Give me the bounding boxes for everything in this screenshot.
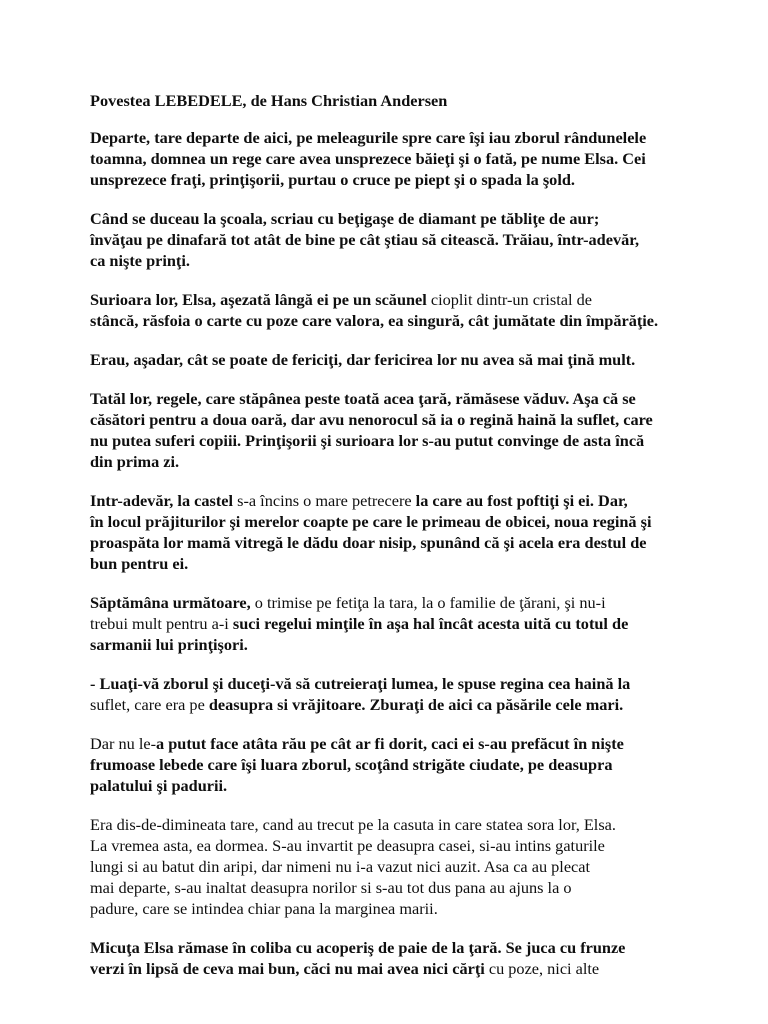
- bold-text-run: nu putea suferi copiii. Prinţişorii şi surioara lor s-au putut convinge de asta încă: [90, 431, 645, 450]
- regular-text-run: cioplit dintr-un cristal de: [430, 290, 592, 309]
- regular-text-run: padure, care se intindea chiar pana la marginea marii.: [90, 899, 438, 918]
- text-line: [90, 877, 690, 898]
- bold-text-run: palatului şi padurii.: [90, 776, 228, 795]
- bold-text-run: Intr-adevăr, la castel: [90, 491, 238, 510]
- text-line: [90, 229, 690, 250]
- regular-text-run: Era dis-de-dimineata tare, cand au trecut pe la casuta in care statea sora lor, Elsa.: [90, 815, 616, 834]
- bold-text-run: Surioara lor, Elsa, aşezată lângă ei pe un scăunel: [90, 290, 431, 309]
- regular-text-run: o trimise pe fetiţa la tara, la o familie de ţărani, şi nu-i: [254, 593, 606, 612]
- bold-text-run: unsprezece fraţi, prinţişorii, purtau o cruce pe piept şi o spada la şold.: [90, 170, 575, 189]
- text-line: [90, 694, 690, 715]
- text-line: [90, 733, 690, 754]
- bold-text-run: Tatăl lor, regele, care stăpânea peste toată acea ţară, rămăsese văduv. Aşa că se: [90, 389, 636, 408]
- bold-text-run: Departe, tare departe de aici, pe meleagurile spre care îşi iau zborul rândunelele: [90, 128, 647, 147]
- bold-text-run: Când se duceau la şcoala, scriau cu beţigaşe de diamant pe tăbliţe de aur;: [90, 209, 600, 228]
- text-line: [90, 856, 690, 877]
- text-line: [90, 310, 690, 331]
- bold-text-run: ca nişte prinţi.: [90, 251, 190, 270]
- bold-text-run: stâncă, răsfoia o carte cu poze care valora, ea singură, cât jumătate din împărăţie.: [90, 311, 659, 330]
- story-paragraph: [90, 814, 690, 919]
- regular-text-run: trebui mult pentru a-i: [90, 614, 233, 633]
- text-line: [90, 592, 690, 613]
- text-line: [90, 553, 690, 574]
- text-line: [90, 490, 690, 511]
- regular-text-run: La vremea asta, ea dormea. S-au invartit pe deasupra casei, si-au intins gaturile: [90, 836, 605, 855]
- text-line: [90, 451, 690, 472]
- text-line: [90, 409, 690, 430]
- bold-text-run: verzi în lipsă de ceva mai bun, căci nu mai avea nici cărţi: [90, 959, 489, 978]
- story-paragraph: [90, 349, 690, 370]
- text-line: [90, 127, 690, 148]
- story-paragraph: [90, 127, 690, 190]
- bold-text-run: proaspăta lor mamă vitregă le dădu doar nisip, spunând că şi acela era destul de: [90, 533, 647, 552]
- bold-text-run: Săptămâna următoare,: [90, 593, 255, 612]
- text-line: [90, 673, 690, 694]
- text-line: [90, 349, 690, 370]
- text-line: [90, 430, 690, 451]
- story-paragraph: [90, 388, 690, 472]
- text-line: [90, 958, 690, 979]
- text-line: [90, 250, 690, 271]
- story-paragraph: [90, 592, 690, 655]
- story-text: [90, 90, 690, 997]
- story-paragraph: [90, 208, 690, 271]
- bold-text-run: Erau, aşadar, cât se poate de fericiţi, dar fericirea lor nu avea să mai ţină mult.: [90, 350, 636, 369]
- bold-text-run: sarmanii lui prinţişori.: [90, 635, 248, 654]
- text-line: [90, 532, 690, 553]
- text-line: [90, 835, 690, 856]
- text-line: [90, 898, 690, 919]
- regular-text-run: suflet, care era pe: [90, 695, 209, 714]
- bold-text-run: frumoase lebede care îşi luara zborul, scoţând strigăte ciudate, pe deasupra: [90, 755, 613, 774]
- text-line: [90, 289, 690, 310]
- document-title: Povestea LEBEDELE, de Hans Christian Andersen: [90, 91, 448, 110]
- bold-text-run: suci regelui minţile în aşa hal încât acesta uită cu totul de: [232, 614, 629, 633]
- text-line: [90, 814, 690, 835]
- regular-text-run: lungi si au batut din aripi, dar nimeni nu i-a vazut nici auzit. Asa ca au plecat: [90, 857, 591, 876]
- bold-text-run: a putut face atâta rău pe cât ar fi dorit, caci ei s-au prefăcut în nişte: [156, 734, 624, 753]
- bold-text-run: deasupra si vrăjitoare. Zburaţi de aici ca păsările cele mari.: [208, 695, 624, 714]
- regular-text-run: Dar nu le-: [90, 734, 156, 753]
- regular-text-run: s-a încins o mare petrecere: [237, 491, 416, 510]
- story-body: [90, 127, 690, 979]
- text-line: [90, 754, 690, 775]
- regular-text-run: cu poze, nici alte: [488, 959, 600, 978]
- story-paragraph: [90, 673, 690, 715]
- bold-text-run: din prima zi.: [90, 452, 180, 471]
- story-paragraph: [90, 490, 690, 574]
- text-line: [90, 937, 690, 958]
- text-line: [90, 208, 690, 229]
- bold-text-run: la care au fost poftiţi şi ei. Dar,: [415, 491, 628, 510]
- text-line: [90, 148, 690, 169]
- bold-text-run: căsători pentru a doua oară, dar avu nenorocul să ia o regină haină la suflet, care: [90, 410, 653, 429]
- text-line: [90, 388, 690, 409]
- bold-text-run: toamna, domnea un rege care avea unsprezece băieţi şi o fată, pe nume Elsa. Cei: [90, 149, 646, 168]
- bold-text-run: învăţau pe dinafară tot atât de bine pe cât ştiau să citească. Trăiau, într-adevăr,: [90, 230, 640, 249]
- text-line: [90, 775, 690, 796]
- bold-text-run: Micuţa Elsa rămase în coliba cu acoperiş de paie de la ţară. Se juca cu frunze: [90, 938, 626, 957]
- story-paragraph: [90, 733, 690, 796]
- text-line: [90, 613, 690, 634]
- text-line: [90, 169, 690, 190]
- text-line: [90, 634, 690, 655]
- bold-text-run: în locul prăjiturilor şi merelor coapte pe care le primeau de obicei, noua regină şi: [90, 512, 652, 531]
- regular-text-run: mai departe, s-au inaltat deasupra norilor si s-au tot dus pana au ajuns la o: [90, 878, 572, 897]
- text-line: [90, 511, 690, 532]
- bold-text-run: - Luaţi-vă zborul şi duceţi-vă să cutreieraţi lumea, le spuse regina cea haină la: [90, 674, 631, 693]
- story-paragraph: [90, 289, 690, 331]
- story-paragraph: [90, 937, 690, 979]
- bold-text-run: bun pentru ei.: [90, 554, 189, 573]
